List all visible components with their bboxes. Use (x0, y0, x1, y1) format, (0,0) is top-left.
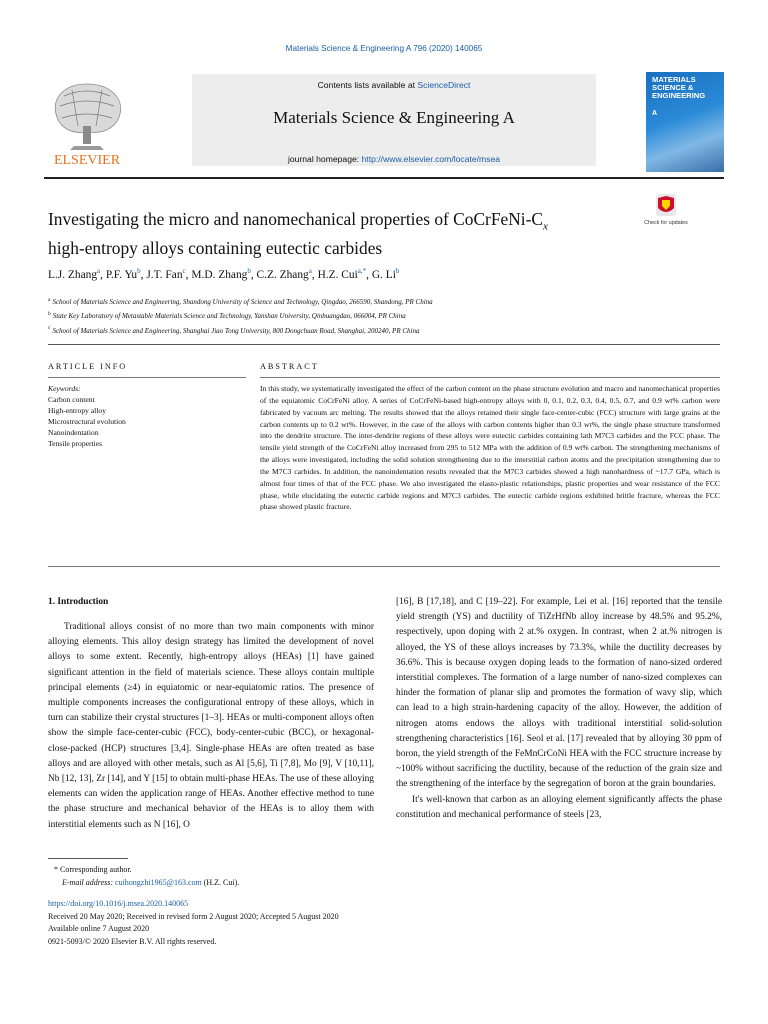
journal-box (192, 74, 596, 166)
author-name[interactable]: P.F. Yu (105, 268, 138, 281)
affiliation-item (48, 323, 728, 337)
author-affiliation-mark[interactable]: b (137, 267, 141, 275)
affiliation-text: State Key Laboratory of Metastable Materials Science and Technology, Yanshan University, Qinhuangdao, 066004, PR China (52, 312, 406, 321)
article-title (48, 208, 648, 259)
keywords-block (48, 383, 244, 449)
author-affiliation-mark[interactable]: a,* (357, 267, 367, 275)
author-separator: , (185, 268, 192, 281)
author-separator: , (311, 268, 318, 281)
body-right-column (396, 595, 722, 823)
publication-info (48, 898, 339, 948)
journal-title: Materials Science & Engineering A (273, 108, 515, 127)
homepage-link[interactable]: http://www.elsevier.com/locate/msea (361, 154, 501, 164)
author-name[interactable]: M.D. Zhang (191, 268, 248, 281)
email-suffix: (H.Z. Cui). (201, 877, 240, 887)
contents-line (192, 80, 596, 90)
title-line-1: Investigating the micro and nanomechanical properties of CoCrFeNi-C (48, 209, 544, 229)
footnote-rule (48, 858, 128, 859)
received-dates: Received 20 May 2020; Received in revised form 2 August 2020; Accepted 5 August 2020 (48, 911, 339, 921)
author-affiliation-mark[interactable]: b (247, 267, 251, 275)
author-list (48, 267, 728, 281)
copyright: 0921-5093/© 2020 Elsevier B.V. All rights reserved. (48, 936, 217, 946)
affiliation-item (48, 295, 728, 309)
abstract-heading: ABSTRACT (260, 362, 319, 371)
crossmark-icon[interactable] (644, 192, 688, 236)
abstract-text: In this study, we systematically investigated the effect of the carbon content on the phase structure evolution and macro and nanomechanical properties of the equiatomic CoCrFeNi alloy. A series of CoCrFeNi-based high-entropy alloys with 0, 0.1, 0.2, 0.3, 0.4, 0.5, 0.7, and 0.9 wt% carbon were fabricated by vacuum arc melting. The results showed that the alloys retained their single face-center-cubic (FCC) structure with large grains at the carbon contents up to 0.2 wt%. However, in the case of the alloys with carbon contents higher than 0.3 wt%, the single phase structure transformed into the dendrite structure. The inter-dendrite regions of these alloys were eutectic carbides containing lath M7C3 carbides and the FCC phase. The tensile yield strength of the CoCrFeNi alloy increased from 295 to 512 MPa with the addition of 0.9 wt% carbon. The strengthening mechanisms of the alloys were investigated, including the solid solution strengthening due to the interstitial carbon atoms and the precipitation strengthening due to the M7C3 carbides. In addition, the nanoindentation results revealed that the M7C3 carbides showed a high nanohardness of ~17.7 GPa, which is almost four times of that of the FCC phase. We also investigated the elasto-plastic relationships, plastic properties and wear resistance of the FCC phase, while elucidating the eutectic carbide regions and M7C3 carbides. The eutectic carbide regions exhibited brittle fracture, whereas the FCC phase showed plastic fracture. (260, 384, 720, 512)
journal-header (44, 70, 724, 174)
author-name[interactable]: J.T. Fan (146, 268, 183, 281)
affiliation-list (48, 295, 728, 337)
affiliation-mark: c (48, 325, 51, 332)
right-paragraph-2: It's well-known that carbon as an alloying element significantly affects the phase constitution and mechanical performance of steels [23, (396, 794, 722, 820)
email-label: E-mail address: (62, 877, 116, 887)
elsevier-wordmark: ELSEVIER (53, 153, 121, 168)
keyword-item: High-entropy alloy (48, 406, 106, 415)
contents-prefix: Contents lists available at (317, 80, 418, 90)
author-separator: , (100, 268, 106, 281)
abstract-rule (260, 377, 720, 378)
cover-title: MATERIALS SCIENCE & ENGINEERING (652, 75, 706, 100)
author-affiliation-mark[interactable]: a (97, 267, 101, 275)
affiliation-mark: a (48, 297, 51, 303)
keyword-item: Nanoindentation (48, 428, 99, 437)
keywords-label: Keywords: (48, 384, 81, 393)
homepage-line (192, 154, 596, 164)
author-affiliation-mark[interactable]: b (395, 267, 400, 275)
affiliation-item (48, 309, 728, 323)
author-name[interactable]: G. Li (371, 268, 396, 281)
section-heading: 1. Introduction (48, 597, 109, 607)
author-separator: , (250, 268, 257, 281)
author-name[interactable]: H.Z. Cui (317, 268, 358, 281)
crossmark-label: Check for updates (644, 220, 688, 226)
affiliation-text: School of Materials Science and Engineering, Shanghai Jiao Tong University, 800 Dongchuan Road, Shanghai, 200240, PR China (52, 326, 420, 335)
header-divider (44, 177, 724, 179)
right-paragraph-1: [16], B [17,18], and C [19–22]. For example, Lei et al. [16] reported that the tensile yield strength (YS) and ductility of TiZrHfNb alloy increase by 48.5% and 95.2%, respectively, upon doping with 2 at.% oxygen. In contrast, when 2 at.% nitrogen is alloyed, the YS of these alloys increases by 73.3%, while the ductility decreases by 36.6%. This is because oxygen doping leads to the formation of nano-sized ordered interstitial complexes. The formation of a large number of nano-sized complexes can hinder the formation of planar slip and promotes the formation of wavy slip, which can lead to a high strain-hardening capacity of the alloy. However, the addition of nitrogen atoms endows the alloys with traditional interstitial solid-solution strengthening characteristics [16]. Seol et al. [17] revealed that by alloying 30 ppm of boron, the yield strength of the FeMnCrCoNi HEA with the FCC structure increase by ~100% without sacrificing the ductility, because of the reduction of the grain size and the strengthening of the interface by the segregation of boron at the grain boundaries. (396, 597, 722, 790)
doi-link[interactable]: https://doi.org/10.1016/j.msea.2020.140065 (48, 899, 189, 908)
article-info-rule (48, 377, 246, 378)
corresponding-author-note: * Corresponding author. (54, 865, 132, 874)
title-line-2: high-entropy alloys containing eutectic carbides (48, 238, 383, 259)
footnotes (48, 864, 239, 889)
abstract-bottom-rule (48, 566, 720, 567)
author-separator: , (366, 268, 372, 281)
cover-letter: A (652, 110, 658, 117)
affiliation-text: School of Materials Science and Engineering, Shandong University of Science and Technology, Qingdao, 266590, Shandong, PR China (52, 298, 433, 307)
sciencedirect-link[interactable]: ScienceDirect (417, 80, 471, 90)
title-divider (48, 344, 720, 345)
email-line (48, 877, 239, 890)
body-left-column: Traditional alloys consist of no more than two main components with minor alloying elements. This alloy design strategy has limited the development of novel alloys to some extent. Recently, high-entropy alloys (HEAs) [1] have gained significant attention in the field of materials science. These alloys contain multiple principal elements (≥4) in equiatomic or near-equiatomic ratios. The presence of multiple components increases the configurational entropy of these alloys, which in turn can stabilize their crystal structures [1–3]. HEAs or multi-component alloys often show the simple face-center-cubic (FCC), body-center-cubic (BCC), or hexagonal-close-packed (HCP) structures [3,4]. Single-phase HEAs are often treated as base alloys and are alloyed with other metals, such as Al [5,6], Ti [7,8], Mo [9], V [10,11], Nb [12, 13], Zr [14], and Y [15] to obtain multi-phase HEAs. The use of these alloying elements can widen the application range of HEAs. Another effective method to tune the phase structure and mechanical behavior of the HEAs is to alloy them with interstitial elements such as N [16], O (48, 622, 374, 830)
affiliation-mark: b (48, 311, 51, 318)
title-subscript: x (543, 220, 548, 233)
author-separator: , (140, 268, 147, 281)
keyword-item: Microstructural evolution (48, 417, 126, 426)
author-affiliation-mark[interactable]: c (182, 267, 186, 275)
author-affiliation-mark[interactable]: a (308, 267, 312, 275)
homepage-prefix: journal homepage: (287, 154, 362, 164)
journal-citation[interactable] (0, 44, 768, 53)
keyword-list (48, 394, 244, 449)
author-name[interactable]: L.J. Zhang (48, 268, 98, 281)
article-info-heading: ARTICLE INFO (48, 362, 128, 371)
email-link[interactable]: cuihongzhi1965@163.com (115, 877, 202, 887)
keyword-item: Carbon content (48, 395, 95, 404)
author-name[interactable]: C.Z. Zhang (256, 268, 309, 281)
keyword-item: Tensile properties (48, 439, 103, 448)
elsevier-logo[interactable] (44, 76, 130, 168)
journal-cover-image[interactable] (646, 72, 724, 172)
available-online: Available online 7 August 2020 (48, 924, 150, 933)
citation-link[interactable]: Materials Science & Engineering A 796 (2020) 140065 (285, 44, 483, 53)
